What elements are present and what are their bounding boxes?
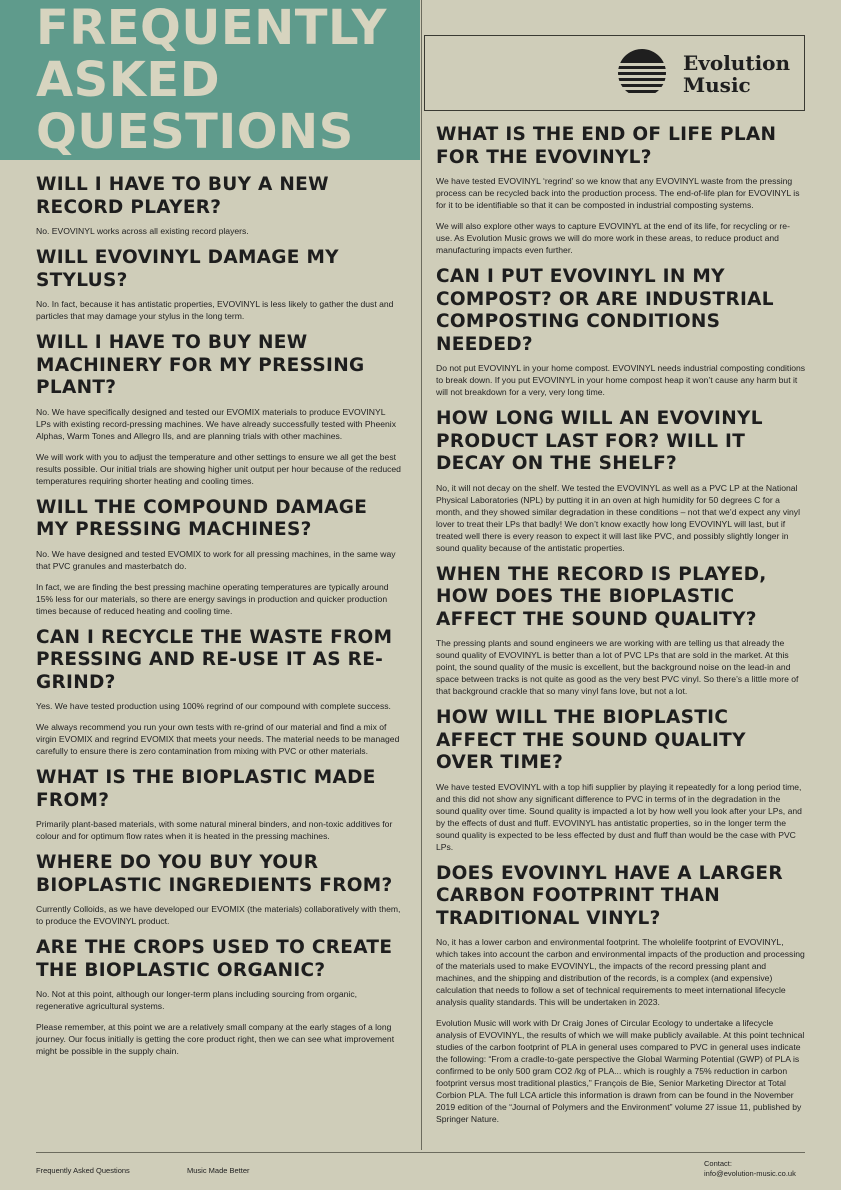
faq-item	[436, 863, 806, 1126]
faq-item	[36, 497, 402, 617]
faq-answer	[36, 548, 402, 617]
faq-question: ARE THE CROPS USED TO CREATE THE BIOPLASTIC ORGANIC?	[36, 937, 393, 981]
faq-item	[436, 707, 806, 853]
faq-question: WILL THE COMPOUND DAMAGE MY PRESSING MACHINES?	[36, 496, 368, 540]
faq-answer-paragraph: No. In fact, because it has antistatic properties, EVOVINYL is less likely to gather the dust and particles that may damage your stylus in the long term.	[36, 299, 394, 321]
faq-answer	[436, 482, 806, 554]
logo-line-1: Evolution	[683, 51, 791, 75]
faq-answer-paragraph: In fact, we are finding the best pressing machine operating temperatures are typically around 15% less for our materials, so there are energy savings in production and quicker production times because of reduced heating and cooling time.	[36, 581, 389, 616]
faq-answer-paragraph: We have tested EVOVINYL ‘regrind’ so we know that any EVOVINYL waste from the pressing process can be recycled back into the production process. The end-of-life plan for EVOVINYL is for it to be identifiable so that it can be composted in industrial composting systems.	[436, 176, 800, 210]
faq-answer	[436, 781, 806, 853]
faq-answer-paragraph: No. We have designed and tested EVOMIX to work for all pressing machines, in the same way that PVC granules and masterbatch do.	[36, 548, 396, 571]
column-divider	[421, 0, 422, 1150]
title-line-3: QUESTIONS	[36, 104, 354, 160]
footer-contact	[704, 1159, 796, 1179]
faq-answer-paragraph: Do not put EVOVINYL in your home compost. EVOVINYL needs industrial composting conditions to break down. If you put EVOVINYL in your home compost heap it won’t cause any harm but it will not breakdown for a very, very long time.	[436, 363, 806, 397]
faq-answer-paragraph: Please remember, at this point we are a relatively small company at the early stages of a long journey. Our focus initially is getting the core product right, then we can see what improvement might be possible in the supply chain.	[36, 1022, 395, 1056]
logo-box	[424, 35, 805, 111]
left-faq-column	[36, 174, 402, 1067]
right-faq-column	[436, 124, 806, 1135]
faq-answer-paragraph: Yes. We have tested production using 100% regrind of our compound with complete success.	[36, 701, 391, 711]
faq-answer	[436, 637, 806, 697]
faq-answer-paragraph: No. Not at this point, although our longer-term plans including sourcing from organic, regenerative agricultural systems.	[36, 989, 358, 1011]
faq-item	[436, 266, 806, 398]
faq-question: WILL I HAVE TO BUY NEW MACHINERY FOR MY PRESSING PLANT?	[36, 332, 365, 398]
faq-item	[36, 852, 402, 927]
faq-item	[36, 627, 402, 758]
faq-question: CAN I PUT EVOVINYL IN MY COMPOST? OR ARE INDUSTRIAL COMPOSTING CONDITIONS NEEDED?	[436, 266, 774, 355]
faq-question: CAN I RECYCLE THE WASTE FROM PRESSING AND RE-USE IT AS RE-GRIND?	[36, 626, 393, 693]
faq-answer	[436, 936, 806, 1125]
logo-wordmark	[683, 52, 790, 96]
faq-item	[36, 247, 402, 322]
faq-answer-paragraph: We have tested EVOVINYL with a top hifi supplier by playing it repeatedly for a long period time, and this did not show any significant difference to PVC in terms of in the degradation in the sound quality over time. Sound quality is impacted a lot by how well you look after your LPs, and by the effects of dust and fluff. EVOVINYL has antistatic properties, so in the longer term the sound quality is expected to be less effected by dust and fluff than would be the case with PVC LPs.	[436, 781, 802, 852]
faq-item	[36, 937, 402, 1057]
faq-answer	[36, 700, 402, 757]
faq-question: WHAT IS THE BIOPLASTIC MADE FROM?	[36, 767, 376, 811]
faq-question: WILL EVOVINYL DAMAGE MY STYLUS?	[36, 247, 339, 291]
faq-item	[436, 124, 806, 256]
faq-answer	[36, 903, 402, 927]
faq-answer-paragraph: We will also explore other ways to capture EVOVINYL at the end of its life, for recycling or re-use. As Evolution Music grows we will do more work in these areas, to reduce product and manufacturing impacts even further.	[436, 221, 790, 255]
title-line-1: FREQUENTLY	[36, 0, 387, 56]
faq-answer-paragraph: We will work with you to adjust the temperature and other settings to ensure we all get the best results possible. Our initial trials are showing higher unit output per hour because of the reduced temperatures requiring shorter heating and cooling times.	[36, 451, 401, 486]
faq-item	[36, 174, 402, 237]
title-banner	[0, 0, 420, 160]
faq-answer	[436, 362, 806, 398]
faq-answer	[36, 818, 402, 842]
title-line-2: ASKED	[36, 52, 221, 108]
faq-answer-paragraph: No. We have specifically designed and tested our EVOMIX materials to produce EVOVINYL LPs with existing record-pressing machines. We have already successfully tested with Pheenix Alphas, Warm Tones and Allegro IIs, and are planning trials with other machines.	[36, 406, 396, 441]
faq-question: WHEN THE RECORD IS PLAYED, HOW DOES THE BIOPLASTIC AFFECT THE SOUND QUALITY?	[436, 563, 767, 630]
faq-answer	[36, 225, 402, 237]
faq-answer-paragraph: We always recommend you run your own tests with re-grind of our material and find a mix of virgin EVOMIX and regrind EVOMIX that meets your needs. The material needs to be managed carefully to ensure there is zero contamination from mixing with PVC or other materials.	[36, 722, 400, 756]
faq-answer-paragraph: No, it has a lower carbon and environmental footprint. The wholelife footprint of EVOVINYL, which takes into account the carbon and environmental impacts of the production and processing of the materials used to make EVOVINYL, the impacts of the record pressing plant and machines, and the shipping and distribution of the records, is a complex (and expensive) calculation that needs to follow a set of technical requirements to meet international lifecycle analysis quality standards. This will be undertaken in 2023.	[436, 937, 805, 1007]
faq-question: WILL I HAVE TO BUY A NEW RECORD PLAYER?	[36, 174, 329, 218]
faq-question: WHERE DO YOU BUY YOUR BIOPLASTIC INGREDIENTS FROM?	[36, 852, 393, 896]
faq-answer	[36, 406, 402, 487]
contact-label: Contact:	[704, 1159, 732, 1168]
faq-item	[36, 767, 402, 842]
faq-question: DOES EVOVINYL HAVE A LARGER CARBON FOOTPRINT THAN TRADITIONAL VINYL?	[436, 862, 783, 929]
faq-question: WHAT IS THE END OF LIFE PLAN FOR THE EVOVINYL?	[436, 124, 777, 168]
faq-answer-paragraph: The pressing plants and sound engineers we are working with are telling us that already the sound quality of EVOVINYL is better than a lot of PVC LPs that are sold in the market. At this point, the sound quality of the music is excellent, but the background noise on the lead-in and space between tracks is not quite as good as the very best PVC vinyl. So there’s a little more of that background crackle that so many vinyl fans love, but not a lot.	[436, 638, 799, 696]
faq-answer-paragraph: No, it will not decay on the shelf. We tested the EVOVINYL as well as a PVC LP at the National Physical Laboratories (NPL) by putting it in an oven at high humidity for 50 degrees C for a month, and they showed similar degradation in these conditions – not that we’d expect any vinyl lover to treat their LPs that badly! We don’t know exactly how long EVOVINYL will last, but if treated well there is every reason to expect it will last like PVC, and possibly slightly longer in sound quality because of the antistatic properties.	[436, 482, 801, 553]
faq-answer-paragraph: Evolution Music will work with Dr Craig Jones of Circular Ecology to undertake a lifecycle analysis of EVOVINYL, the results of which we will make publicly available. At this point technical studies of the carbon footprint of PLA in general uses compared to PVC in general uses indicate the following: “From a cradle-to-gate perspective the Global Warming Potential (GWP) of PLA is confirmed to be only 500 gram CO2 /kg of PLA... which is roughly a 75% reduction in carbon footprint versus most traditional plastics,” François de Bie, Senior Marketing Director at Total Corbion PLA. The full LCA article this information is drawn from can be found in the November 2019 edition of the “Journal of Polymers and the Environment” volume 27 issue 11, published by Springer Nature.	[436, 1018, 805, 1124]
footer-divider	[36, 1152, 805, 1153]
faq-item	[36, 332, 402, 487]
faq-item	[436, 408, 806, 554]
logo-line-2: Music	[683, 73, 751, 97]
faq-question: HOW WILL THE BIOPLASTIC AFFECT THE SOUND QUALITY OVER TIME?	[436, 707, 746, 773]
contact-email: info@evolution-music.co.uk	[704, 1169, 796, 1178]
page-title	[36, 2, 387, 158]
wave-disc-icon	[613, 48, 671, 98]
faq-answer-paragraph: Currently Colloids, as we have developed our EVOMIX (the materials) collaboratively with them, to produce the EVOVINYL product.	[36, 904, 401, 926]
faq-answer-paragraph: No. EVOVINYL works across all existing record players.	[36, 226, 249, 236]
faq-answer	[36, 298, 402, 322]
faq-answer-paragraph: Primarily plant-based materials, with some natural mineral binders, and non-toxic additives for colour and for optimum flow rates when it is heated in the pressing machines.	[36, 819, 393, 841]
footer-section-label: Frequently Asked Questions	[36, 1166, 130, 1175]
faq-question: HOW LONG WILL AN EVOVINYL PRODUCT LAST FOR? WILL IT DECAY ON THE SHELF?	[436, 408, 763, 474]
footer-tagline: Music Made Better	[187, 1166, 250, 1175]
faq-answer	[36, 988, 402, 1057]
faq-item	[436, 564, 806, 698]
faq-answer	[436, 175, 806, 256]
